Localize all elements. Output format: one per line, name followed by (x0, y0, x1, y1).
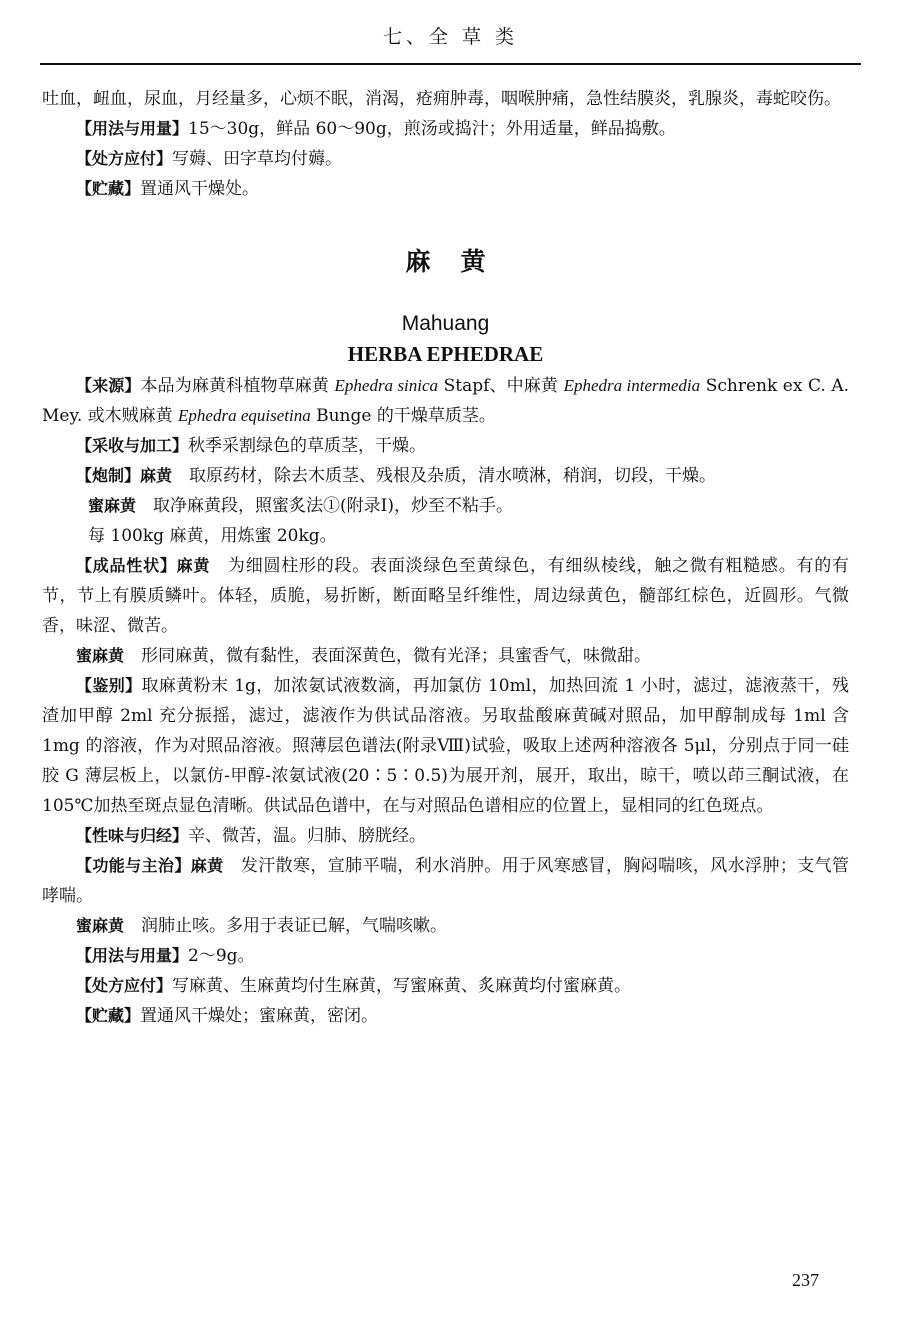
section-tag: 【成品性状】 (76, 556, 177, 575)
identification-section: 【鉴别】取麻黄粉末 1g，加浓氨试液数滴，再加氯仿 10ml，加热回流 1 小时，滤过，滤液蒸干，残渣加甲醇 2ml 充分振摇，滤过，滤液作为供试品溶液。另取盐酸麻黄碱对照品，加甲醇制成每 1ml 含 1mg 的溶液，作为对照品溶液。照薄层色谱法(附录Ⅷ)试验，吸取上述两种溶液各 5μl，分别点于同一硅胶 G 薄层板上，以氯仿-甲醇-浓氨试液(20∶5∶0.5)为展开剂，展开，取出，晾干，喷以茚三酮试液，在 105℃加热至斑点显色清晰。供试品色谱中，在与对照品色谱相应的位置上，显相同的红色斑点。 (42, 676, 849, 816)
prescription-section: 【处方应付】写麻黄、生麻黄均付生麻黄，写蜜麻黄、炙麻黄均付蜜麻黄。 (76, 976, 632, 996)
usage-section: 【用法与用量】2～9g。 (76, 946, 255, 966)
entry-title: 麻黄 (405, 247, 516, 276)
section-tag: 【来源】 (76, 376, 141, 395)
species-name: Ephedra sinica (334, 376, 439, 395)
page-number: 237 (792, 1270, 819, 1290)
section-tag: 【用法与用量】 (76, 946, 189, 965)
processing-ratio: 每 100kg 麻黄，用炼蜜 20kg。 (88, 526, 337, 546)
section-tag: 【贮藏】 (76, 1006, 141, 1025)
intro-usage: 【用法与用量】15～30g，鲜品 60～90g，煎汤或捣汁；外用适量，鲜品捣敷。 (76, 119, 676, 139)
entry-pinyin: Mahuang (401, 312, 490, 335)
section-tag: 【用法与用量】 (76, 119, 189, 138)
characteristics-honey: 蜜麻黄 形同麻黄，微有黏性，表面深黄色，微有光泽；具蜜香气，味微甜。 (76, 646, 652, 666)
processing-section: 【炮制】麻黄 取原药材，除去木质茎、残根及杂质，清水喷淋，稍润，切段，干燥。 (76, 466, 717, 486)
function-honey: 蜜麻黄 润肺止咳。多用于表证已解，气喘咳嗽。 (76, 916, 448, 936)
section-tag: 【鉴别】 (76, 676, 142, 695)
term-label: 麻黄 (190, 856, 224, 875)
term-label: 麻黄 (176, 556, 211, 575)
section-tag: 【采收与加工】 (76, 436, 189, 455)
processing-honey: 蜜麻黄 取净麻黄段，照蜜炙法①(附录Ⅰ)，炒至不粘手。 (88, 496, 513, 516)
section-tag: 【炮制】 (76, 466, 141, 485)
term-label: 麻黄 (140, 466, 173, 485)
term-label: 蜜麻黄 (76, 646, 125, 665)
function-section: 【功能与主治】麻黄 发汗散寒，宣肺平喘，利水消肿。用于风寒感冒，胸闷喘咳，风水浮肿；支气管哮喘。 (42, 856, 849, 906)
section-tag: 【功能与主治】 (76, 856, 191, 875)
section-tag: 【处方应付】 (76, 976, 173, 995)
species-name: Ephedra intermedia (563, 376, 701, 395)
storage-section: 【贮藏】置通风干燥处；蜜麻黄，密闭。 (76, 1006, 379, 1026)
species-name: Ephedra equisetina (178, 406, 311, 425)
running-header (40, 22, 861, 65)
section-tag: 【性味与归经】 (76, 826, 189, 845)
term-label: 蜜麻黄 (76, 916, 125, 935)
section-tag: 【贮藏】 (76, 179, 141, 198)
page-body (42, 84, 849, 1031)
entry-latin-name: HERBA EPHEDRAE (347, 342, 544, 366)
section-tag: 【处方应付】 (76, 149, 173, 168)
harvest-section: 【采收与加工】秋季采割绿色的草质茎，干燥。 (76, 436, 427, 456)
nature-meridian-section: 【性味与归经】辛、微苦，温。归肺、膀胱经。 (76, 826, 427, 846)
characteristics-section: 【成品性状】麻黄 为细圆柱形的段。表面淡绿色至黄绿色，有细纵棱线，触之微有粗糙感。有的有节，节上有膜质鳞叶。体轻，质脆，易折断，断面略呈纤维性，周边绿黄色，髓部红棕色，近圆形。气微香，味涩、微苦。 (42, 556, 849, 636)
running-header-text: 七、全 草 类 (382, 26, 519, 48)
continued-paragraph: 吐血，衄血，尿血，月经量多，心烦不眠，消渴，疮痈肿毒，咽喉肿痛，急性结膜炎，乳腺炎，毒蛇咬伤。 (42, 89, 841, 109)
intro-storage: 【贮藏】置通风干燥处。 (76, 179, 260, 199)
term-label: 蜜麻黄 (88, 496, 137, 515)
source-section: 【来源】本品为麻黄科植物草麻黄 Ephedra sinica Stapf、中麻黄 Ephedra intermedia Schrenk ex C. A. Mey. 或木贼麻黄 Ephedra equisetina Bunge 的干燥草质茎。 (42, 376, 849, 426)
intro-prescription: 【处方应付】写薅、田字草均付薅。 (76, 149, 343, 169)
